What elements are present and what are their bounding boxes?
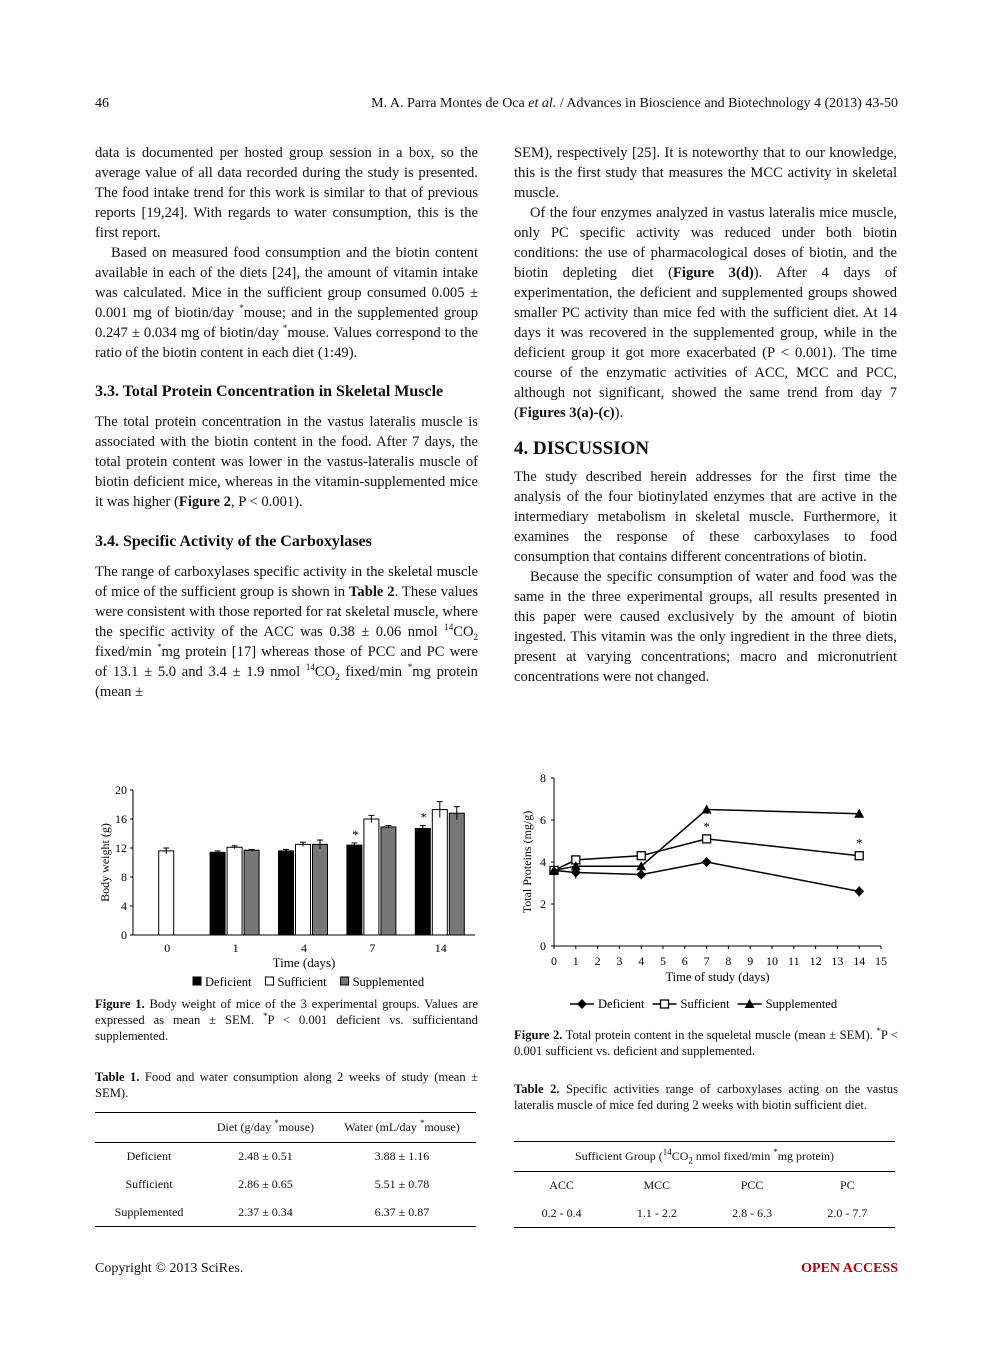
y-tick-label: 0 (540, 939, 546, 953)
paragraph: The study described herein addresses for the first time the analysis of the four biotinylated enzymes that are active in the intermediary metabolism in skeletal muscle. Furthermore, it examines the response of these carboxylases to food consumption that contains different concentrations of biotin. (514, 469, 897, 565)
copyright: Copyright © 2013 SciRes. (95, 1261, 244, 1276)
legend-marker (661, 1000, 669, 1008)
table-header: Sufficient Group ($^{14}CO_2$ nmol fixed/min *mg protein) (574, 1147, 835, 1166)
page-number: 46 (95, 96, 109, 111)
legend-label: Deficient (205, 975, 252, 989)
table-row: Supplemented 2.37 ± 0.34 6.37 ± 0.87 (114, 1204, 430, 1219)
legend-marker (577, 999, 587, 1009)
x-tick-label: 5 (660, 954, 666, 968)
x-tick-label: 3 (616, 954, 623, 968)
x-tick-label: 1 (572, 954, 579, 968)
figure-1-body-weight-chart (95, 780, 480, 990)
x-tick-label: 4 (301, 941, 307, 955)
x-tick-label: 6 (681, 954, 688, 968)
y-tick-label: 8 (540, 771, 546, 785)
section-heading: 3.3. Total Protein Concentration in Skeletal Muscle (95, 383, 444, 400)
table-2 (514, 1141, 895, 1228)
x-tick-label: 1 (232, 941, 239, 955)
left-column (95, 143, 478, 702)
data-point (854, 886, 864, 896)
bar (159, 851, 174, 935)
x-axis-title: Time of study (days) (665, 970, 770, 984)
page-footer (95, 1261, 898, 1277)
data-point (855, 852, 863, 860)
legend-label: Supplemented (765, 997, 838, 1011)
y-tick-label: 0 (121, 928, 127, 942)
x-tick-label: 10 (766, 954, 778, 968)
legend-swatch (341, 977, 349, 985)
significance-marker: * (420, 809, 428, 825)
figure-2-caption: Figure 2. Total protein content in the squeletal muscle (mean ± SEM). *P < 0.001 sufficient vs. deficient and supplemented. (514, 1025, 898, 1058)
x-tick-label: 2 (594, 954, 601, 968)
figure-1-caption: Figure 1. Body weight of mice of the 3 experimental groups. Values are expressed as mean ± SEM. *P < 0.001 deficient vs. sufficientand supplemented. (95, 997, 478, 1043)
bar (313, 844, 328, 935)
bar (227, 847, 242, 935)
bar (244, 850, 259, 935)
table-2-caption: Table 2. Specific activities range of carboxylases acting on the vastus lateralis muscle of mice fed during 2 weeks with biotin sufficient diet. (514, 1082, 898, 1112)
x-tick-label: 0 (164, 941, 171, 955)
x-tick-label: 0 (551, 954, 557, 968)
data-point (702, 857, 712, 867)
y-tick-label: 16 (115, 812, 127, 826)
x-tick-label: 7 (369, 941, 376, 955)
paragraph: The total protein concentration in the vastus lateralis muscle is associated with the biotin content in the food. After 7 days, the total protein content was lower in the vastus-lateralis muscle of biotin deficient mice, whereas in the vitamin-supplemented mice it was higher (Figure 2, P < 0.001). (95, 414, 478, 510)
open-access-label: OPEN ACCESS (801, 1261, 898, 1276)
table-row: ACC MCC PCC PC (549, 1178, 855, 1193)
legend-label: Supplemented (352, 975, 425, 989)
x-tick-label: 12 (809, 954, 822, 968)
paragraph: Of the four enzymes analyzed in vastus lateralis mice muscle, only PC specific activity was reduced under both biotin conditions: the use of pharmacological doses of biotin, and the biotin depleting diet (Figure 3(d)). After 4 days of experimentation, the deficient and supplemented groups showed smaller PC activity than mice fed with the sufficient diet. At 14 days it was recovered in the supplemented group, while in the deficient group it got more exacerbated (P < 0.001). The time course of the enzymatic activities of ACC, MCC and PCC, although not significant, showed the same trend from day 7 (Figures 3(a)-(c)). (514, 205, 897, 421)
y-tick-label: 8 (121, 870, 127, 884)
paragraph: The range of carboxylases specific activity in the skeletal muscle of mice of the sufficient group is shown in Table 2. These values were consistent with those reported for rat skeletal muscle, where the specific activity of the ACC was 0.38 ± 0.06 nmol $^{14}CO_2$ fixed/min *mg protein [17] whereas those of PCC and PC were of 13.1 ± 5.0 and 3.4 ± 1.9 nmol $^{14}CO_2$ fixed/min *mg protein (mean ± (95, 564, 478, 700)
running-title: M. A. Parra Montes de Oca et al. / Advances in Bioscience and Biotechnology 4 (2013) 43-50 (371, 96, 898, 111)
x-tick-label: 7 (703, 954, 710, 968)
bar (364, 819, 379, 935)
significance-marker: * (703, 818, 710, 834)
bar (210, 852, 225, 935)
paragraph: Based on measured food consumption and the biotin content available in each of the diets [24], the amount of vitamin intake was calculated. Mice in the sufficient group consumed 0.005 ± 0.001 mg of biotin/day *mouse; and in the supplemented group 0.247 ± 0.034 mg of biotin/day *mouse. Values correspond to the ratio of the biotin content in each diet (1:49). (95, 245, 478, 361)
table-1 (95, 1112, 476, 1227)
bar (296, 844, 311, 935)
bar (381, 827, 396, 935)
table-row: Deficient 2.48 ± 0.51 3.88 ± 1.16 (126, 1149, 430, 1164)
y-tick-label: 12 (115, 841, 127, 855)
x-axis-title: Time (days) (272, 955, 336, 970)
table-header: Diet (g/day *mouse) (216, 1118, 315, 1134)
legend-swatch (193, 977, 201, 985)
data-point (703, 835, 711, 843)
y-tick-label: 4 (540, 855, 546, 869)
bar (347, 845, 362, 935)
x-tick-label: 8 (725, 954, 732, 968)
significance-marker: * (352, 826, 359, 842)
legend-swatch (266, 977, 274, 985)
x-tick-label: 11 (788, 954, 800, 968)
legend-label: Deficient (598, 997, 645, 1011)
table-row: Sufficient 2.86 ± 0.65 5.51 ± 0.78 (125, 1177, 430, 1191)
y-axis-title: Total Proteins (mg/g) (520, 810, 534, 914)
x-tick-label: 4 (638, 954, 645, 968)
x-tick-label: 13 (831, 954, 844, 968)
x-tick-label: 15 (875, 954, 887, 968)
bar (432, 810, 447, 935)
section-heading: 4. DISCUSSION (514, 438, 650, 459)
y-tick-label: 2 (540, 897, 546, 911)
table-1-caption: Table 1. Food and water consumption along 2 weeks of study (mean ± SEM). (95, 1070, 479, 1100)
y-axis-title: Body weight (g) (98, 823, 112, 902)
right-column (514, 143, 897, 687)
y-tick-label: 6 (540, 813, 546, 827)
bar (449, 813, 464, 935)
table-header: Water (mL/day *mouse) (344, 1118, 460, 1134)
paragraph: Because the specific consumption of water and food was the same in the three experimental groups, all results presented in this paper were caused exclusively by the amount of biotin ingested. This vitamin was the only ingredient in the three diets, present at varying concentrations; macro and micronutrient concentrations were not changed. (514, 569, 897, 685)
x-tick-label: 14 (434, 941, 447, 955)
y-tick-label: 4 (121, 899, 127, 913)
x-tick-label: 9 (747, 954, 754, 968)
data-point (636, 870, 646, 880)
legend-label: Sufficient (680, 997, 730, 1011)
bar (279, 851, 294, 935)
section-heading: 3.4. Specific Activity of the Carboxylases (95, 533, 372, 550)
paragraph: SEM), respectively [25]. It is noteworthy that to our knowledge, this is the first study that measures the MCC activity in skeletal muscle. (514, 145, 897, 201)
data-point (637, 852, 645, 860)
bar (415, 828, 430, 935)
table-row: 0.2 - 0.4 1.1 - 2.2 2.8 - 6.3 2.0 - 7.7 (541, 1205, 868, 1220)
x-tick-label: 14 (853, 954, 866, 968)
paragraph: data is documented per hosted group session in a box, so the average value of all data recorded during the study is presented. The food intake trend for this work is similar to that of previous reports [19,24]. With regards to water consumption, this is the first report. (95, 145, 478, 241)
significance-marker: * (855, 835, 863, 851)
y-tick-label: 20 (115, 783, 127, 797)
legend-label: Sufficient (277, 975, 327, 989)
figure-2-total-protein-chart (514, 770, 898, 1015)
